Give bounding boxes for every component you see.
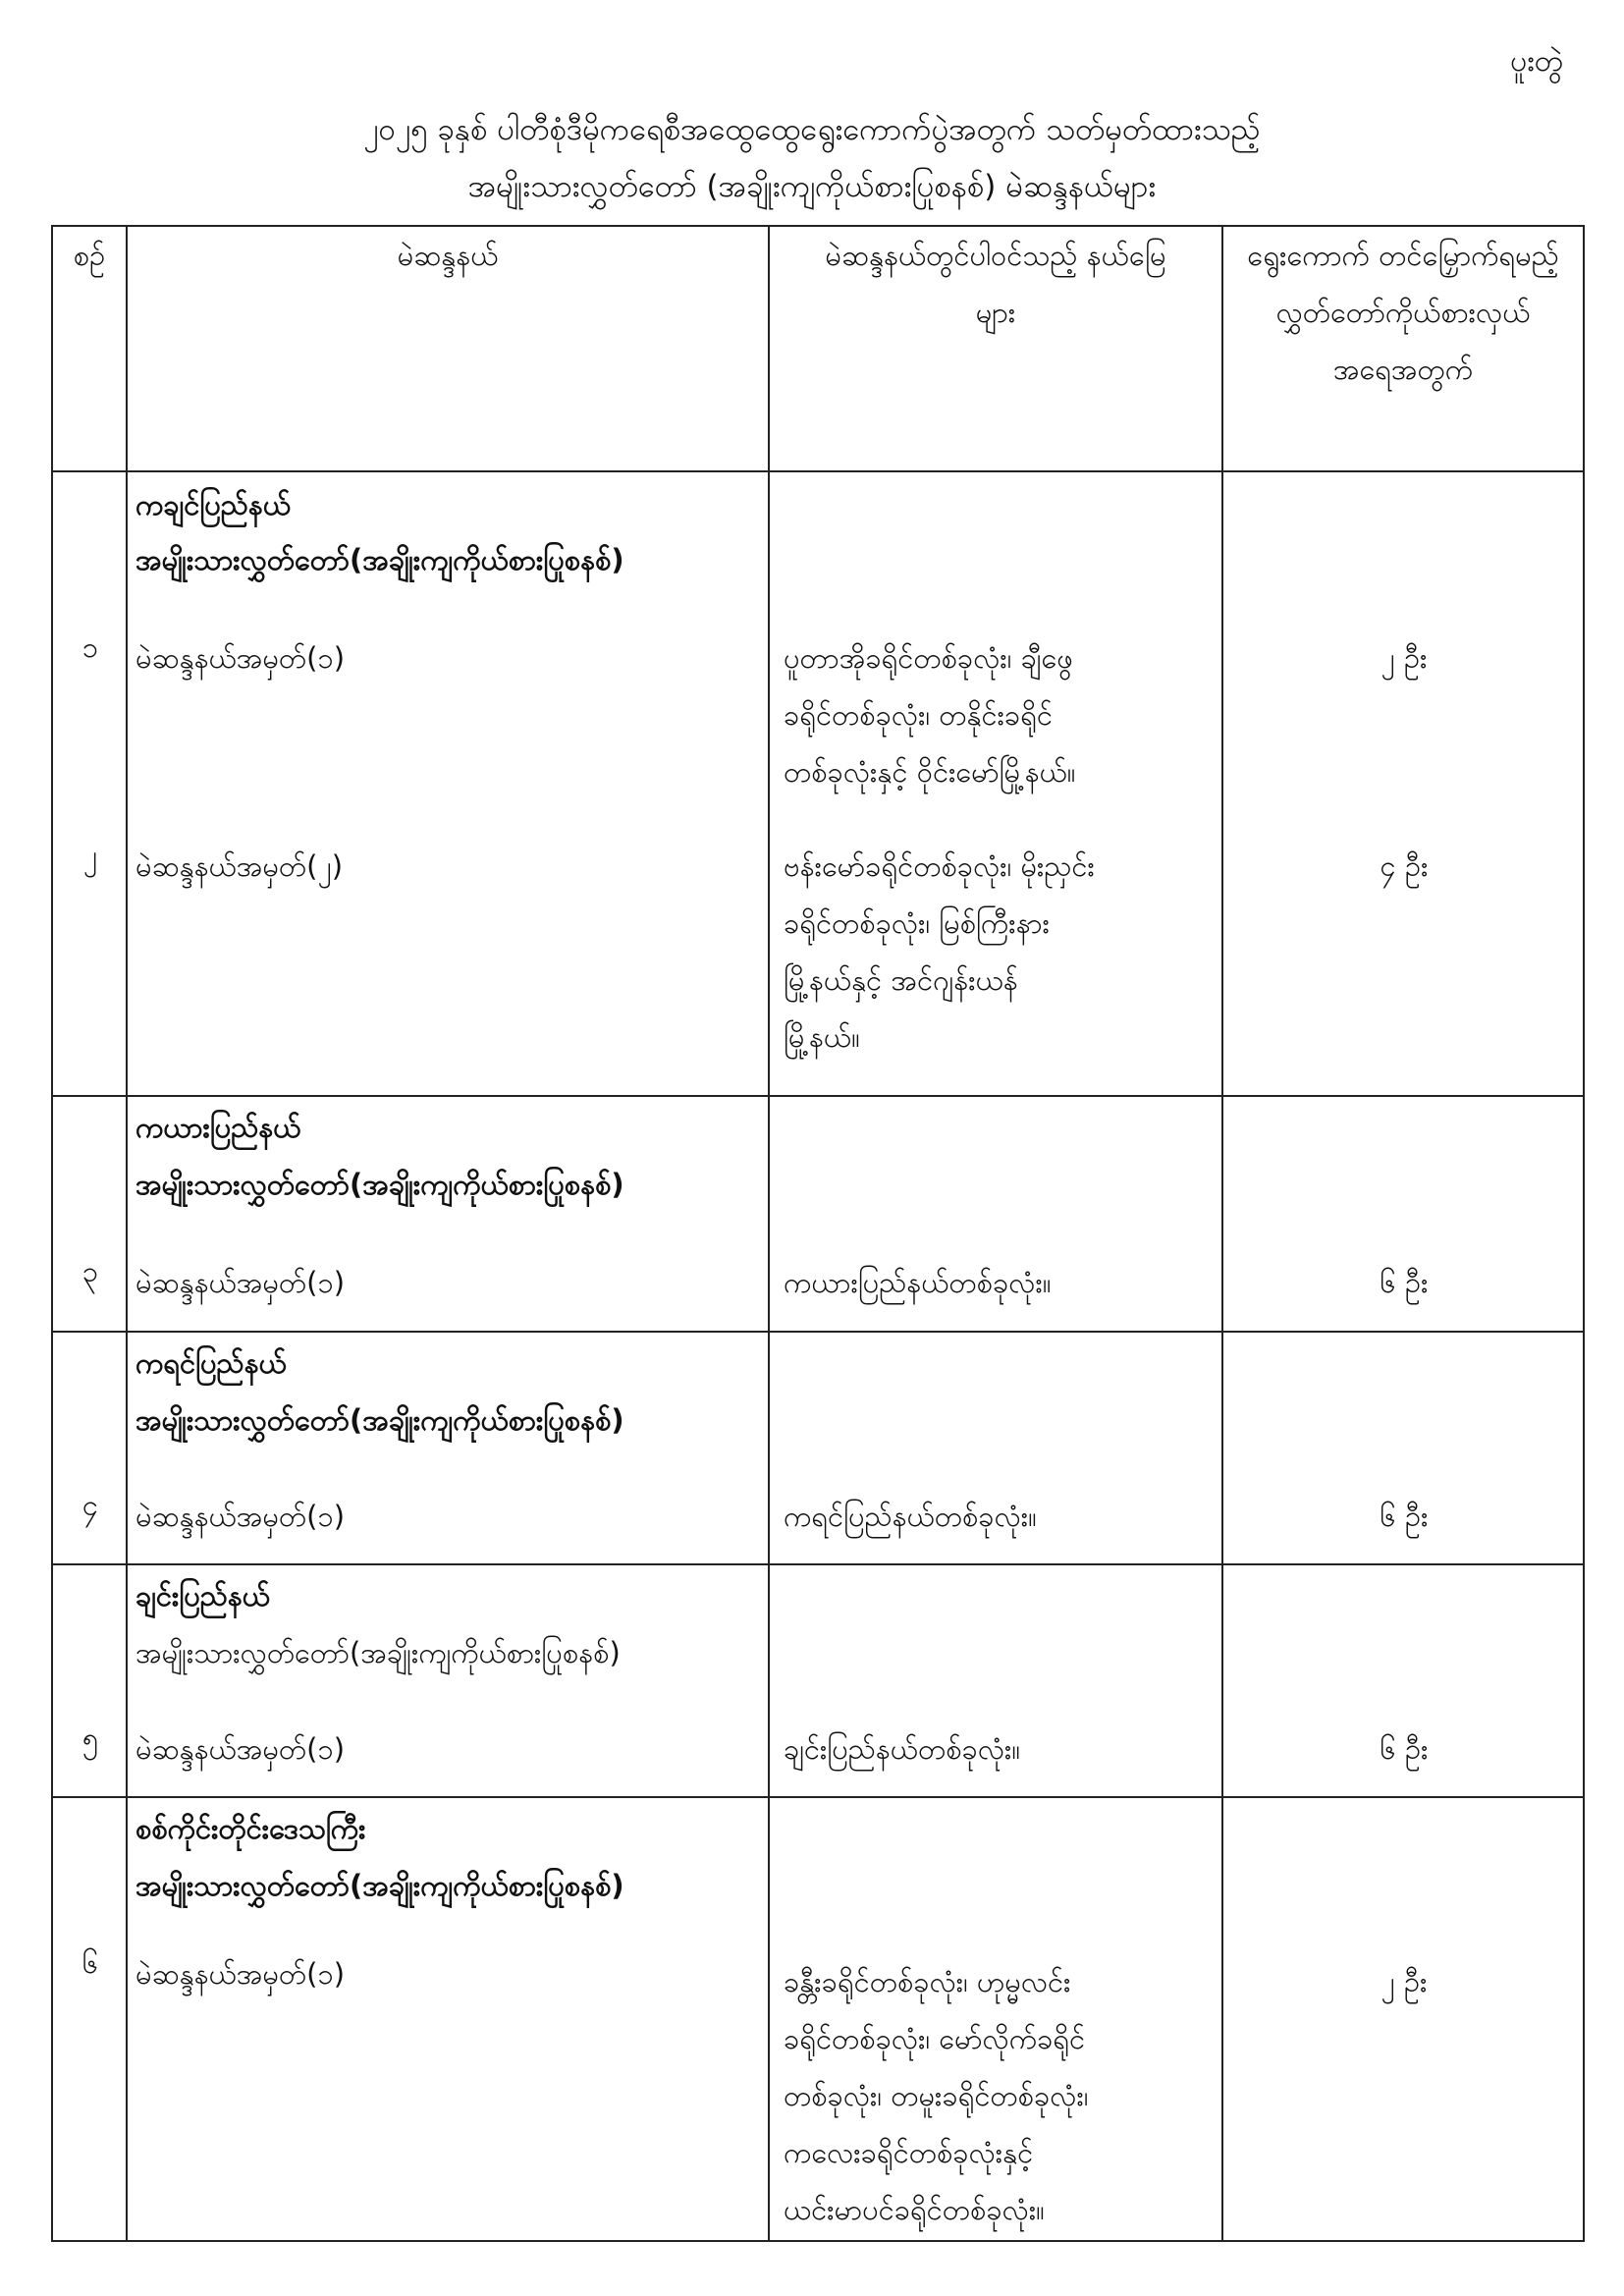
constituency-cell xyxy=(127,1096,769,1332)
no-cell xyxy=(52,1797,127,2241)
township-line: ကလေးခရိုင်တစ်ခုလုံးနှင့် xyxy=(784,2136,1034,2169)
township-line: ခရိုင်တစ်ခုလုံး၊ မြစ်ကြီးနား xyxy=(784,906,1050,940)
no-cell xyxy=(52,1332,127,1564)
townships-cell xyxy=(769,1797,1222,2241)
constituency-cell xyxy=(127,1332,769,1564)
section-row-sagaing xyxy=(52,1797,1584,2241)
house-name: အမျိုးသားလွှတ်တော်(အချိုးကျကိုယ်စားပြုစနစ်) xyxy=(135,1636,621,1669)
constituency-name: မဲဆန္ဒနယ်အမှတ်(၁) xyxy=(135,1957,346,1991)
section-row-kayin xyxy=(52,1332,1584,1564)
seat-count: ၄ ဦး xyxy=(1380,849,1429,883)
no-cell xyxy=(52,471,127,1096)
seats-cell xyxy=(1222,1332,1584,1564)
row-number: ၁ xyxy=(81,630,99,664)
house-name: အမျိုးသားလွှတ်တော်(အချိုးကျကိုယ်စားပြုစနစ်) xyxy=(135,543,624,576)
header-constituency: မဲဆန္ဒနယ် xyxy=(127,226,769,471)
region-name: ကချင်ပြည်နယ် xyxy=(135,488,291,521)
section-row-kachin xyxy=(52,471,1584,1096)
no-cell xyxy=(52,1564,127,1797)
house-name: အမျိုးသားလွှတ်တော်(အချိုးကျကိုယ်စားပြုစနစ်) xyxy=(135,1168,624,1201)
constituency-table xyxy=(51,225,1585,2242)
constituency-name: မဲဆန္ဒနယ်အမှတ်(၁) xyxy=(135,1500,346,1533)
row-number: ၃ xyxy=(81,1255,99,1288)
seat-count: ၆ ဦး xyxy=(1380,1266,1429,1299)
constituency-name: မဲဆန္ဒနယ်အမှတ်(၁) xyxy=(135,1266,346,1299)
row-number: ၆ xyxy=(81,1946,99,1980)
township-line: ယင်းမာပင်ခရိုင်တစ်ခုလုံး။ xyxy=(784,2193,1045,2226)
township-line: ဗန်းမော်ခရိုင်တစ်ခုလုံး၊ မိုးညှင်း xyxy=(784,849,1095,883)
section-row-chin xyxy=(52,1564,1584,1797)
row-number: ၅ xyxy=(81,1722,99,1755)
township-line: ကယားပြည်နယ်တစ်ခုလုံး။ xyxy=(784,1266,1052,1299)
no-cell xyxy=(52,1096,127,1332)
appendix-label: ပူးတွဲ xyxy=(1510,44,1563,79)
table-header-row xyxy=(52,226,1584,471)
header-townships: မဲဆန္ဒနယ်တွင်ပါဝင်သည့် နယ်မြေများ xyxy=(769,226,1222,471)
constituency-name: မဲဆန္ဒနယ်အမှတ်(၁) xyxy=(135,1732,346,1766)
document-title-line-1: ၂၀၂၅ ခုနှစ် ပါတီစုံဒီမိုကရေစီအထွေထွေရွေးကောက်ပွဲအတွက် သတ်မှတ်ထားသည့် xyxy=(363,112,1261,147)
township-line: တစ်ခုလုံး၊ တမူးခရိုင်တစ်ခုလုံး၊ xyxy=(784,2079,1089,2112)
region-name: ကယားပြည်နယ် xyxy=(135,1111,301,1144)
township-line: ခရိုင်တစ်ခုလုံး၊ မော်လိုက်ခရိုင် xyxy=(784,2022,1086,2055)
seats-cell xyxy=(1222,1564,1584,1797)
header-no: စဉ် xyxy=(52,226,127,471)
township-line: မြို့နယ်နှင့် အင်ဂျန်းယန် xyxy=(784,963,1018,997)
seat-count: ၆ ဦး xyxy=(1380,1500,1429,1533)
townships-cell xyxy=(769,1096,1222,1332)
seat-count: ၂ ဦး xyxy=(1380,641,1428,675)
township-line: ပူတာအိုခရိုင်တစ်ခုလုံး၊ ချီဖွေ xyxy=(784,641,1073,675)
township-line: ကရင်ပြည်နယ်တစ်ခုလုံး။ xyxy=(784,1500,1037,1533)
constituency-cell xyxy=(127,1564,769,1797)
township-line: မြို့နယ်။ xyxy=(784,1020,860,1054)
row-number: ၄ xyxy=(81,1489,99,1522)
constituency-cell xyxy=(127,1797,769,2241)
constituency-name: မဲဆန္ဒနယ်အမှတ်(၂) xyxy=(135,849,344,883)
region-name: ကရင်ပြည်နယ် xyxy=(135,1346,287,1380)
region-name: ချင်းပြည်နယ် xyxy=(135,1579,270,1613)
house-name: အမျိုးသားလွှတ်တော်(အချိုးကျကိုယ်စားပြုစနစ်) xyxy=(135,1869,624,1902)
seats-cell xyxy=(1222,471,1584,1096)
township-line: ခရိုင်တစ်ခုလုံး၊ တနိုင်းခရိုင် xyxy=(784,698,1053,732)
seats-cell xyxy=(1222,1096,1584,1332)
constituency-cell xyxy=(127,471,769,1096)
constituency-name: မဲဆန္ဒနယ်အမှတ်(၁) xyxy=(135,641,346,675)
house-name: အမျိုးသားလွှတ်တော်(အချိုးကျကိုယ်စားပြုစနစ်) xyxy=(135,1403,624,1437)
townships-cell xyxy=(769,1564,1222,1797)
seat-count: ၆ ဦး xyxy=(1380,1732,1429,1766)
townships-cell xyxy=(769,471,1222,1096)
seat-count: ၂ ဦး xyxy=(1380,1965,1428,1998)
township-line: ခန္တီးခရိုင်တစ်ခုလုံး၊ ဟုမ္မလင်း xyxy=(784,1965,1071,1998)
section-row-kayah xyxy=(52,1096,1584,1332)
document-title-line-2: အမျိုးသားလွှတ်တော် (အချိုးကျကိုယ်စားပြုစနစ်) မဲဆန္ဒနယ်များ xyxy=(467,169,1157,204)
township-line: တစ်ခုလုံးနှင့် ဝိုင်းမော်မြို့နယ်။ xyxy=(784,755,1076,789)
townships-cell xyxy=(769,1332,1222,1564)
township-line: ချင်းပြည်နယ်တစ်ခုလုံး။ xyxy=(784,1732,1021,1766)
region-name: စစ်ကိုင်းတိုင်းဒေသကြီး xyxy=(135,1812,366,1845)
header-seats: ရွေးကောက် တင်မြှောက်ရမည့် လွှတ်တော်ကိုယ်စားလှယ် အရေအတွက် xyxy=(1222,226,1584,471)
seats-cell xyxy=(1222,1797,1584,2241)
row-number: ၂ xyxy=(82,839,98,872)
